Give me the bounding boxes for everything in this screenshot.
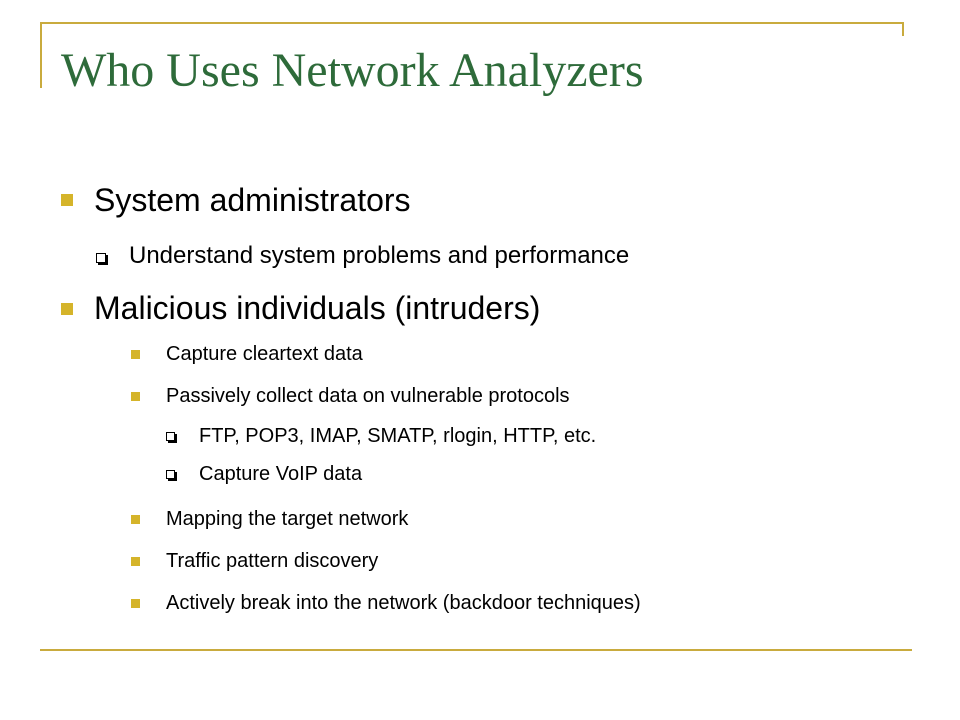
bullet-text: Mapping the target network	[166, 508, 409, 530]
bullet-text: Understand system problems and performance	[129, 242, 630, 269]
sub-sub-bullet-item	[199, 423, 596, 449]
bullet-item	[94, 288, 540, 328]
sub-bullet-item	[129, 241, 629, 271]
sub-bullet-item	[166, 506, 408, 532]
hollow-square-bullet-icon	[166, 432, 175, 441]
bullet-text: Capture VoIP data	[199, 463, 363, 485]
square-bullet-icon	[131, 599, 140, 608]
square-bullet-icon	[131, 392, 140, 401]
sub-bullet-item	[166, 590, 641, 616]
square-bullet-icon	[131, 557, 140, 566]
bullet-text: Passively collect data on vulnerable protocols	[166, 385, 570, 407]
sub-bullet-item	[166, 341, 363, 367]
bullet-item	[94, 180, 411, 220]
square-bullet-icon	[61, 303, 73, 315]
slide-title: Who Uses Network Analyzers	[61, 44, 644, 97]
hollow-square-bullet-icon	[96, 253, 106, 263]
square-bullet-icon	[61, 194, 73, 206]
bullet-text: FTP, POP3, IMAP, SMATP, rlogin, HTTP, etc.	[199, 425, 597, 447]
bullet-text: Malicious individuals (intruders)	[94, 290, 541, 326]
hollow-square-bullet-icon	[166, 470, 175, 479]
bullet-text: Traffic pattern discovery	[166, 550, 379, 572]
bullet-text: System administrators	[94, 182, 411, 218]
sub-sub-bullet-item	[199, 461, 362, 487]
sub-bullet-item	[166, 548, 378, 574]
bullet-text: Actively break into the network (backdoor techniques)	[166, 592, 641, 614]
square-bullet-icon	[131, 350, 140, 359]
sub-bullet-item	[166, 383, 570, 409]
square-bullet-icon	[131, 515, 140, 524]
bullet-text: Capture cleartext data	[166, 343, 363, 365]
